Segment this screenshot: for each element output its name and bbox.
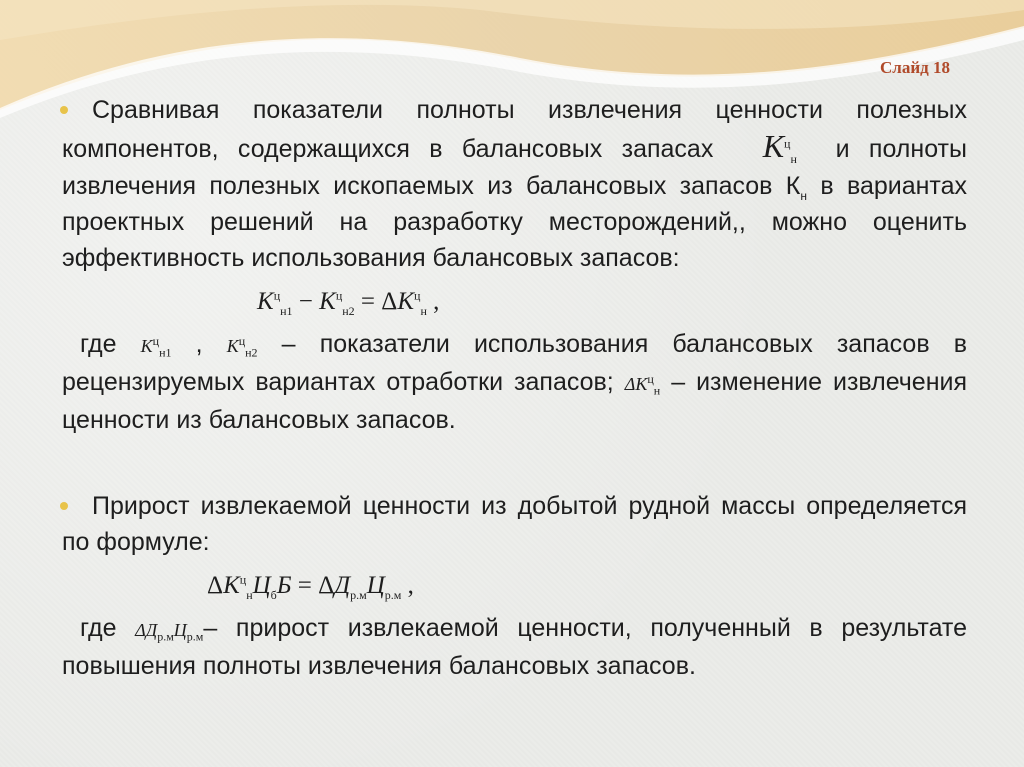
where-text-2: – изменение извлечения ценности из балансовых запасов. [62,368,968,434]
bullet-paragraph-2 [62,488,967,560]
bullet-paragraph-1 [62,92,967,276]
para2-text: Прирост извлекаемой ценности из добытой рудной массы определяется по формуле: [62,492,967,556]
where-text-1: – показатели использования балансовых запасов в рецензируемых вариантах отработки запасов; [62,330,968,396]
bullet-dot-icon [60,502,68,510]
slide-content [62,92,967,684]
para1-text-2: и полноты извлечения полезных ископаемых из балансовых запасов К [62,135,967,200]
para1-text: Сравнивая показатели полноты извлечения ценности полезных компонентов, содержащихся в балансовых запасах [62,96,967,163]
where-text-3: – прирост извлекаемой ценности, полученный в результате повышения полноты извлечения балансовых запасов. [62,614,968,680]
where-paragraph-1: где $K^ц_{н1}$ , $K^ц_{н2}$ – показатели использования балансовых запасов в рецензируемых вариантах отработки запасов; $\Delta K^ц_н$ – изменение извлечения ценности из балансовых запасов. [62,330,968,434]
where-paragraph-2: где $\Delta Д_{р.м}Ц_{р.м}-$ прирост извлекаемой ценности, полученный в результате повышения полноты извлечения балансовых запасов. [62,614,968,680]
para1-text-3: в вариантах проектных решений на разработку месторождений,, можно оценить эффективность использования балансовых запасов: [62,172,967,272]
formula-2: $\Delta K^ц_нЦ_бБ = \Delta Д_{р.м}Ц_{р.м}$ , [207,572,414,602]
bullet-dot-icon [60,106,68,114]
formula-1: $K^ц_{н1} - K^ц_{н2} = \Delta K^ц_н$ , [257,288,440,318]
para1-sub-n: н [800,189,807,203]
slide-number: Слайд 18 [880,58,950,77]
symbol-K-n-ts: $K^ц_н$ [762,128,797,166]
